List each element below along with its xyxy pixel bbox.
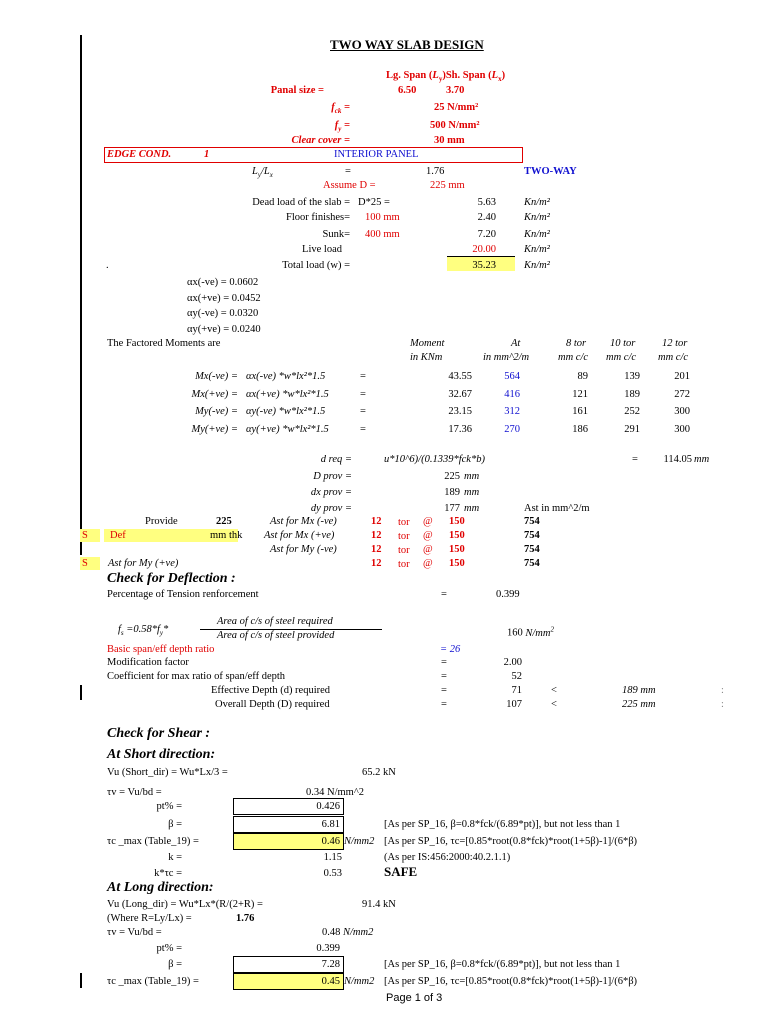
- moment-formula: αy(+ve) *w*lx²*1.5: [246, 424, 329, 435]
- overall-depth-lt: <: [551, 699, 557, 710]
- overall-depth-label: Overall Depth (D) required: [215, 699, 330, 710]
- load-value: 20.00: [472, 244, 496, 255]
- load-value: 7.20: [477, 229, 496, 240]
- moment-value: 32.67: [448, 389, 472, 400]
- dxprov-value: 189: [444, 487, 460, 498]
- load-label: Live load: [302, 244, 342, 255]
- moment-t12: 300: [674, 406, 690, 417]
- load-value: 5.63: [477, 197, 496, 208]
- rebar-tor: tor: [398, 517, 410, 528]
- moment-formula: αx(-ve) *w*lx²*1.5: [246, 371, 326, 382]
- panel-ly: 6.50: [398, 85, 417, 96]
- overall-depth-prov: 225 mm: [622, 699, 656, 710]
- rebar-spacing: 150: [449, 558, 465, 569]
- cover-label: Clear cover =: [291, 135, 350, 146]
- k-note: (As per IS:456:2000:40.2.1.1): [384, 852, 511, 863]
- at-header: At: [511, 338, 521, 349]
- where-label: (Where R=Ly/Lx) =: [107, 913, 192, 924]
- mod-label: Modification factor: [107, 657, 189, 668]
- moment-eq: =: [360, 406, 366, 417]
- vu-short-label: Vu (Short_dir) = Wu*Lx/3 =: [107, 767, 228, 778]
- s-marker: S: [82, 530, 88, 541]
- load-unit: Kn/m²: [524, 212, 550, 223]
- overall-depth-eq: =: [441, 699, 447, 710]
- tc-short-value: 0.46: [321, 836, 340, 847]
- dreq-formula: u*10^6)/(0.1339*fck*b): [384, 454, 485, 465]
- rebar-spacing: 150: [449, 544, 465, 555]
- span-header: Lg. Span $(L_y)Sh$. Span $(L_x)$: [386, 70, 506, 84]
- moment-t10: 189: [624, 389, 640, 400]
- load-unit: Kn/m²: [524, 229, 550, 240]
- edge-mark: :: [721, 685, 724, 696]
- rebar-label: Ast for Mx (+ve): [264, 530, 335, 541]
- where-value: 1.76: [236, 913, 255, 924]
- panel-lx: 3.70: [446, 85, 465, 96]
- margin-bar-top: [80, 35, 82, 555]
- dyprov-label: dy prov =: [310, 503, 352, 514]
- shear-heading: Check for Shear :: [107, 726, 211, 741]
- moment-header-unit: in KNm: [410, 352, 443, 363]
- vu-short-value: 65.2 kN: [362, 767, 396, 778]
- ast-header: Ast in mm^2/m: [524, 503, 590, 514]
- short-dir-heading: At Short direction:: [107, 747, 216, 762]
- at-header-unit: in mm^2/m: [483, 352, 530, 363]
- tor8-header-unit: mm c/c: [558, 352, 589, 363]
- alpha-coef: αy(+ve) = 0.0240: [187, 324, 261, 335]
- rebar-ast: 754: [524, 530, 540, 541]
- edge-cond-desc: INTERIOR PANEL: [334, 149, 419, 160]
- tc-note: [As per SP_16, τc=[0.85*root(0.8*fck)*root(1+5β)-1]/(6*β): [384, 836, 638, 847]
- rebar-spacing: 150: [449, 516, 465, 527]
- moment-t10: 291: [624, 424, 640, 435]
- rebar-label: Ast for My (+ve): [108, 558, 179, 569]
- fraction-bottom: Area of c/s of steel provided: [217, 630, 335, 641]
- page-footer: Page 1 of 3: [386, 992, 443, 1004]
- dprov-label: D prov =: [313, 471, 352, 482]
- fs-label: $f_s =0.58*f_y*$: [118, 624, 169, 638]
- pt-short-label: pt% =: [156, 801, 182, 812]
- moment-at: 312: [504, 406, 520, 417]
- panel-size-label: Panal size =: [270, 85, 324, 96]
- dyprov-value: 177: [444, 503, 460, 514]
- rebar-label: Ast for Mx (-ve): [270, 516, 337, 527]
- ratio-label: $L_y/L_x$: [252, 166, 273, 180]
- alpha-coef: αy(-ve) = 0.0320: [187, 308, 259, 319]
- rebar-dia: 12: [371, 558, 382, 569]
- moment-t12: 272: [674, 389, 690, 400]
- rebar-spacing: 150: [449, 530, 465, 541]
- rebar-tor: tor: [398, 545, 410, 556]
- moment-t10: 139: [624, 371, 640, 382]
- tor12-header: 12 tor: [662, 338, 688, 349]
- beta-long-label: β =: [168, 959, 182, 970]
- eff-depth-lt: <: [551, 685, 557, 696]
- long-dir-heading: At Long direction:: [107, 880, 214, 895]
- moment-t12: 300: [674, 424, 690, 435]
- edge-cond-label: EDGE COND.: [107, 149, 172, 160]
- moment-eq: =: [360, 371, 366, 382]
- tc-short-label: τc _max (Table_19) =: [107, 836, 199, 847]
- moment-at: 564: [504, 371, 520, 382]
- tc-unit-long: N/mm2: [344, 976, 375, 987]
- moment-formula: αx(+ve) *w*lx²*1.5: [246, 389, 329, 400]
- rebar-ast: 754: [524, 516, 540, 527]
- tv-long-value: 0.48 N/mm2: [322, 927, 374, 938]
- load-value: 2.40: [477, 212, 496, 223]
- tv-short-label: τv = Vu/bd =: [107, 787, 162, 798]
- pct-label: Percentage of Tension renforcement: [107, 589, 259, 600]
- rebar-at: @: [423, 558, 433, 569]
- moment-at: 270: [504, 424, 520, 435]
- beta-short-label: β =: [168, 819, 182, 830]
- rebar-at: @: [423, 516, 433, 527]
- moment-at: 416: [504, 389, 520, 400]
- coef-label: Coefficient for max ratio of span/eff depth: [107, 671, 286, 682]
- vu-long-value: 91.4 kN: [362, 899, 396, 910]
- alpha-coef: αx(+ve) = 0.0452: [187, 293, 261, 304]
- vu-long-label: Vu (Long_dir) = Wu*Lx*(R/(2+R) =: [107, 899, 263, 910]
- load-unit: Kn/m²: [524, 197, 550, 208]
- beta-note: [As per SP_16, β=0.8*fck/(6.89*pt)], but not less than 1: [384, 819, 621, 830]
- assume-label: Assume D =: [323, 180, 376, 191]
- provide-value: 225: [216, 516, 232, 527]
- moment-value: 23.15: [448, 406, 472, 417]
- total-rule: [447, 256, 515, 257]
- slab-type: TWO-WAY: [524, 166, 577, 177]
- load-label: Sunk=: [322, 229, 350, 240]
- moment-name: Mx(+ve) =: [191, 389, 238, 400]
- basic-ratio-label: Basic span/eff depth ratio: [107, 644, 215, 655]
- dprov-value: 225: [444, 471, 460, 482]
- deflection-heading: Check for Deflection :: [107, 571, 236, 586]
- overall-depth-value: 107: [506, 699, 522, 710]
- moment-formula: αy(-ve) *w*lx²*1.5: [246, 406, 326, 417]
- moments-intro: The Factored Moments are: [107, 338, 221, 349]
- dreq-eq: =: [632, 454, 638, 465]
- cover-value: 30 mm: [434, 135, 465, 146]
- tc-note-long: [As per SP_16, τc=[0.85*root(0.8*fck)*root(1+5β)-1]/(6*β): [384, 976, 638, 987]
- moment-t10: 252: [624, 406, 640, 417]
- moment-eq: =: [360, 424, 366, 435]
- moment-t8: 89: [577, 371, 588, 382]
- moment-name: My(+ve) =: [191, 424, 238, 435]
- moment-t8: 161: [572, 406, 588, 417]
- edge-mark: :: [721, 699, 724, 710]
- coef-value: 52: [511, 671, 522, 682]
- rebar-dia: 12: [371, 544, 382, 555]
- dxprov-unit: mm: [464, 487, 480, 498]
- eff-depth-label: Effective Depth (d) required: [211, 685, 331, 696]
- dprov-unit: mm: [464, 471, 480, 482]
- dyprov-unit: mm: [464, 503, 480, 514]
- fck-label: $f_{ck}$ =: [331, 102, 350, 116]
- beta-short-value: 6.81: [321, 819, 340, 830]
- margin-bar-bottom: [80, 685, 82, 700]
- rebar-dia: 12: [371, 530, 382, 541]
- s-marker: S: [82, 558, 88, 569]
- pt-long-label: pt% =: [156, 943, 182, 954]
- pct-value: 0.399: [496, 589, 520, 600]
- def-label: Def: [110, 530, 126, 541]
- beta-long-value: 7.28: [321, 959, 340, 970]
- pt-short-value: 0.426: [316, 801, 340, 812]
- fy-value: 500 N/mm²: [430, 120, 480, 131]
- load-unit: Kn/m²: [524, 260, 550, 271]
- fck-value: 25 N/mm²: [434, 102, 479, 113]
- provide-label: Provide: [145, 516, 178, 527]
- pct-eq: =: [441, 589, 447, 600]
- beta-note-long: [As per SP_16, β=0.8*fck/(6.89*pt)], but not less than 1: [384, 959, 621, 970]
- tv-short-value: 0.34 N/mm^2: [306, 787, 365, 798]
- tv-long-label: τv = Vu/bd =: [107, 927, 162, 938]
- edge-cond-num: 1: [204, 149, 210, 160]
- tor10-header: 10 tor: [610, 338, 636, 349]
- assume-value: 225 mm: [430, 180, 465, 191]
- fy-label: $f_y$ =: [334, 120, 350, 134]
- eff-depth-prov: 189 mm: [622, 685, 656, 696]
- moment-t12: 201: [674, 371, 690, 382]
- fs-value: 160 $N/mm^2$: [507, 625, 554, 639]
- thk-label: mm thk: [210, 530, 243, 541]
- eff-depth-eq: =: [441, 685, 447, 696]
- coef-eq: =: [441, 671, 447, 682]
- rebar-at: @: [423, 530, 433, 541]
- rebar-ast: 754: [524, 558, 540, 569]
- moment-name: My(-ve) =: [195, 406, 238, 417]
- load-mid: D*25 =: [358, 197, 390, 208]
- mod-value: 2.00: [503, 657, 522, 668]
- tv-long-number: 0.48: [322, 927, 341, 938]
- load-label: Floor finishes=: [286, 212, 350, 223]
- dreq-label: d req =: [320, 454, 352, 465]
- mod-eq: =: [441, 657, 447, 668]
- load-mid: 400 mm: [365, 229, 400, 240]
- moment-eq: =: [360, 389, 366, 400]
- load-mid: 100 mm: [365, 212, 400, 223]
- page-title: TWO WAY SLAB DESIGN: [330, 37, 484, 52]
- load-label: Total load (w) =: [282, 260, 350, 271]
- tc-unit: N/mm2: [344, 836, 375, 847]
- load-value: 35.23: [472, 260, 496, 271]
- fraction-top: Area of c/s of steel required: [217, 616, 333, 627]
- rebar-ast: 754: [524, 544, 540, 555]
- safe-status: SAFE: [384, 864, 418, 879]
- rebar-at: @: [423, 544, 433, 555]
- moment-value: 17.36: [448, 424, 472, 435]
- dreq-unit: mm: [694, 454, 710, 465]
- dreq-value: 114.05: [663, 454, 692, 465]
- pt-long-value: 0.399: [316, 943, 340, 954]
- moment-name: Mx(-ve) =: [195, 371, 238, 382]
- load-label: Dead load of the slab =: [252, 197, 350, 208]
- moment-t8: 121: [572, 389, 588, 400]
- moment-header: Moment: [410, 338, 445, 349]
- tor12-header-unit: mm c/c: [658, 352, 689, 363]
- moment-t8: 186: [572, 424, 588, 435]
- moment-value: 43.55: [448, 371, 472, 382]
- stray-dot: .: [106, 260, 109, 271]
- dxprov-label: dx prov =: [310, 487, 352, 498]
- tc-long-label: τc _max (Table_19) =: [107, 976, 199, 987]
- tor10-header-unit: mm c/c: [606, 352, 637, 363]
- tor8-header: 8 tor: [566, 338, 587, 349]
- margin-bar-end: [80, 973, 82, 988]
- ktc-label: k*τc =: [154, 868, 182, 879]
- rebar-dia: 12: [371, 516, 382, 527]
- ktc-value: 0.53: [323, 868, 342, 879]
- rebar-tor: tor: [398, 559, 410, 570]
- load-unit: Kn/m²: [524, 244, 550, 255]
- ratio-value: 1.76: [426, 166, 445, 177]
- basic-ratio-value: = 26: [440, 644, 461, 655]
- k-label: k =: [168, 852, 182, 863]
- ratio-eq: =: [345, 166, 351, 177]
- k-value: 1.15: [323, 852, 342, 863]
- rebar-label: Ast for My (-ve): [270, 544, 337, 555]
- alpha-coef: αx(-ve) = 0.0602: [187, 277, 259, 288]
- rebar-tor: tor: [398, 531, 410, 542]
- tc-long-value: 0.45: [321, 976, 340, 987]
- eff-depth-value: 71: [511, 685, 522, 696]
